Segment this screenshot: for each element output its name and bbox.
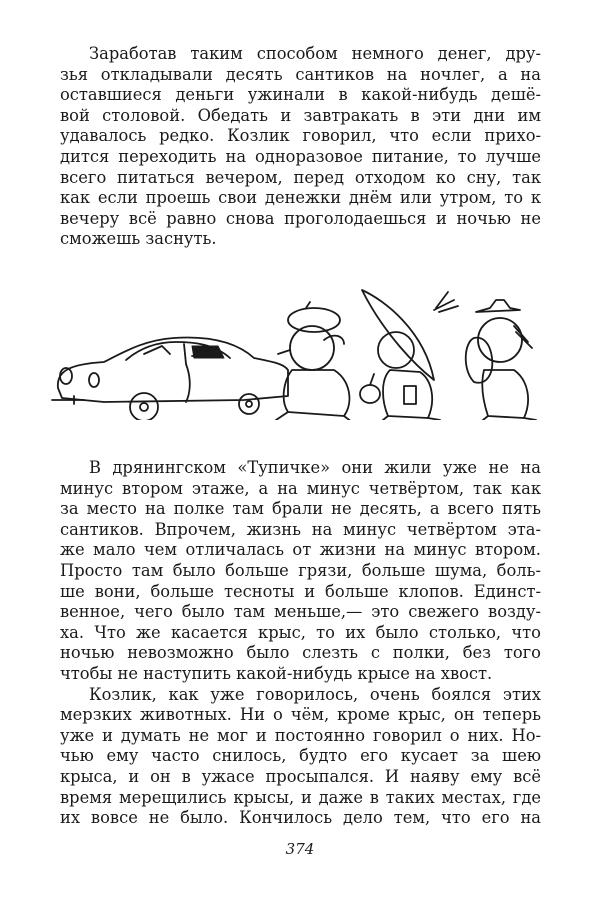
- child-with-hat-drawing: [360, 290, 458, 420]
- boy-with-sack-drawing: [466, 300, 536, 420]
- man-in-beret-drawing: [276, 302, 352, 420]
- text-line: дится переходить на одноразовое питание, то лучше: [60, 146, 541, 166]
- text-line: же мало чем отличалась от жизни на минус втором.: [60, 540, 541, 560]
- text-line: всего питаться вечером, перед отходом ко сну, так: [60, 167, 541, 187]
- text-line: ше вони, больше тесноты и больше клопов. Единст-: [60, 581, 541, 601]
- text-line: венное, чего было там меньше,— это свежего возду-: [60, 602, 541, 622]
- paragraph-1-text: [60, 44, 541, 250]
- text-line: как если проешь свои денежки днём или утром, то к: [60, 188, 541, 208]
- text-line: ночью невозможно было слезть с полки, без того: [60, 643, 541, 663]
- text-line: уже и думать не мог и постоянно говорил о них. Но-: [60, 725, 541, 745]
- text-line: В дрянингском «Тупичке» они жили уже не на: [89, 458, 541, 477]
- paragraph-1: [60, 44, 541, 250]
- text-line: мерзких животных. Ни о чём, кроме крыс, он теперь: [60, 705, 541, 725]
- text-line: зья откладывали десять сантиков на ночлег, а на: [60, 64, 541, 84]
- text-line: сможешь заснуть.: [60, 229, 217, 249]
- paragraph-3-text: [60, 685, 541, 829]
- text-line: чью ему часто снилось, будто его кусает за шею: [60, 746, 541, 766]
- text-line: минус втором этаже, а на минус четвёртом, так как: [60, 478, 541, 498]
- text-line: Козлик, как уже говорилось, очень боялся этих: [89, 684, 541, 704]
- car-drawing: [52, 338, 288, 420]
- text-line: время мерещились крысы, и даже в таких местах, где: [60, 787, 541, 807]
- text-line: вечеру всё равно снова проголодаешься и ночью не: [60, 208, 541, 228]
- text-line: чтобы не наступить какой-нибудь крысе на хвост.: [60, 663, 493, 683]
- paragraph-2: [60, 458, 541, 829]
- text-line: их вовсе не было. Кончилось дело тем, что его на: [60, 808, 541, 828]
- page-number: 374: [285, 840, 315, 858]
- text-line: крыса, и он в ужасе просыпался. И наяву ему всё: [60, 766, 541, 786]
- text-line: Просто там было больше грязи, больше шума, боль-: [60, 560, 541, 580]
- text-line: удавалось редко. Козлик говорил, что если прихо-: [60, 126, 541, 146]
- text-line: сантиков. Впрочем, жизнь на минус четвёртом эта-: [60, 519, 541, 539]
- paragraph-2-text: [60, 458, 541, 685]
- text-line: за место на полке там брали не десять, а всего пять: [60, 499, 541, 519]
- text-line: вой столовой. Обедать и завтракать в эти дни им: [60, 105, 541, 125]
- text-line: Заработав таким способом немного денег, дру-: [89, 44, 541, 63]
- text-line: ха. Что же касается крыс, то их было столько, что: [60, 622, 541, 642]
- text-line: оставшиеся деньги ужинали в какой-нибудь дешё-: [60, 85, 541, 105]
- illustration: [44, 270, 554, 420]
